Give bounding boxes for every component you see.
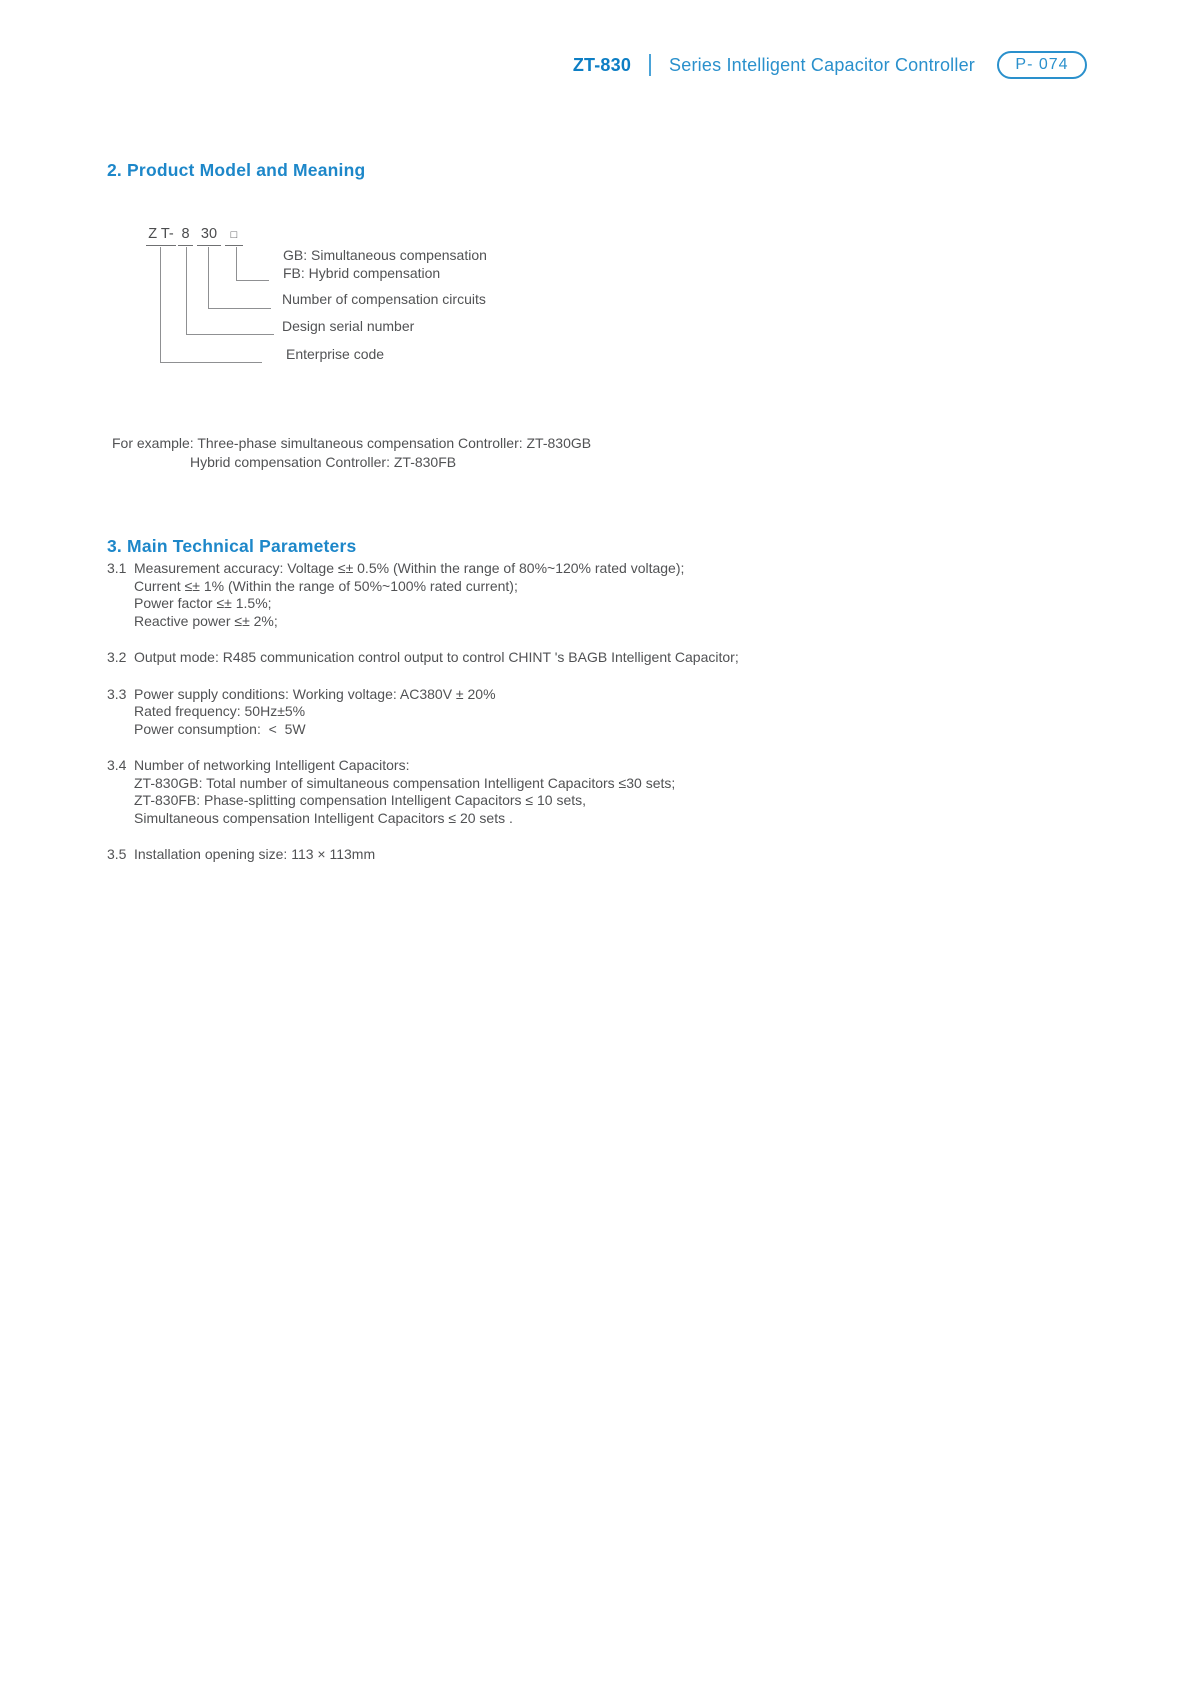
page-number-badge: P- 074 [997,51,1087,79]
connector-line-serial-horizontal [186,334,274,335]
code-segment-enterprise: Z T- [146,226,176,246]
param-item-3-5 [107,846,1107,864]
param-line: Measurement accuracy: Voltage ≤± 0.5% (Within the range of 80%~120% rated voltage); [134,560,685,576]
section3-heading: 3. Main Technical Parameters [107,536,357,556]
param-number: 3.2 [107,649,127,665]
model-example [112,434,591,472]
diagram-label-circuits: Number of compensation circuits [282,291,486,307]
param-line: Output mode: R485 communication control output to control CHINT 's BAGB Intelligent Capacitor; [134,649,739,665]
param-number: 3.1 [107,560,127,576]
product-model-title: ZT-830 [572,54,632,75]
param-number: 3.4 [107,757,127,773]
param-lines [134,649,739,667]
example-line-1: For example: Three-phase simultaneous compensation Controller: ZT-830GB [112,435,592,451]
param-item-3-4 [107,757,1107,827]
diagram-label-enterprise: Enterprise code [286,346,385,362]
param-line: Simultaneous compensation Intelligent Capacitors ≤ 20 sets . [134,809,513,826]
param-lines [134,757,675,827]
connector-line-circuits-vertical [208,247,209,308]
param-line: Power factor ≤± 1.5%; [134,595,272,611]
param-line: Power supply conditions: Working voltage: AC380V ± 20% [134,685,496,702]
page-header [573,48,1087,82]
param-lines [134,686,496,739]
param-number: 3.5 [107,846,127,862]
param-line: Number of networking Intelligent Capacitors: [134,757,410,773]
param-item-3-3 [107,686,1107,739]
param-lines [134,560,684,630]
series-title: Series Intelligent Capacitor Controller [669,54,975,75]
connector-line-circuits-horizontal [208,308,271,309]
param-line: Power consumption: < 5W [134,720,306,737]
example-line-2: Hybrid compensation Controller: ZT-830FB [190,454,457,470]
technical-parameters [107,560,1107,883]
param-line: Reactive power ≤± 2%; [134,612,278,629]
connector-line-suffix-vertical [236,247,237,281]
param-line: Rated frequency: 50Hz±5% [134,703,306,719]
diagram-label-gb: GB: Simultaneous compensation [283,247,487,263]
header-divider [649,54,651,76]
param-item-3-2 [107,649,1107,667]
section2-heading: 2. Product Model and Meaning [107,160,366,180]
connector-line-serial-vertical [186,247,187,334]
param-line: Current ≤± 1% (Within the range of 50%~100% rated current); [134,577,518,594]
param-line: ZT-830FB: Phase-splitting compensation Intelligent Capacitors ≤ 10 sets, [134,792,587,808]
code-segment-serial: 8 [178,226,193,246]
param-line: Installation opening size: 113 × 113mm [134,846,376,862]
param-number: 3.3 [107,685,127,702]
connector-line-suffix-horizontal [236,280,269,281]
code-segment-circuits: 30 [197,226,221,246]
connector-line-enterprise-horizontal [160,362,262,363]
model-diagram [140,226,600,376]
param-line: ZT-830GB: Total number of simultaneous compensation Intelligent Capacitors ≤30 sets; [134,774,676,791]
code-segment-suffix: □ [225,226,243,246]
param-lines [134,846,375,864]
connector-line-enterprise-vertical [160,247,161,362]
param-item-3-1 [107,560,1107,630]
diagram-label-serial: Design serial number [282,317,415,334]
diagram-label-fb: FB: Hybrid compensation [283,264,441,281]
